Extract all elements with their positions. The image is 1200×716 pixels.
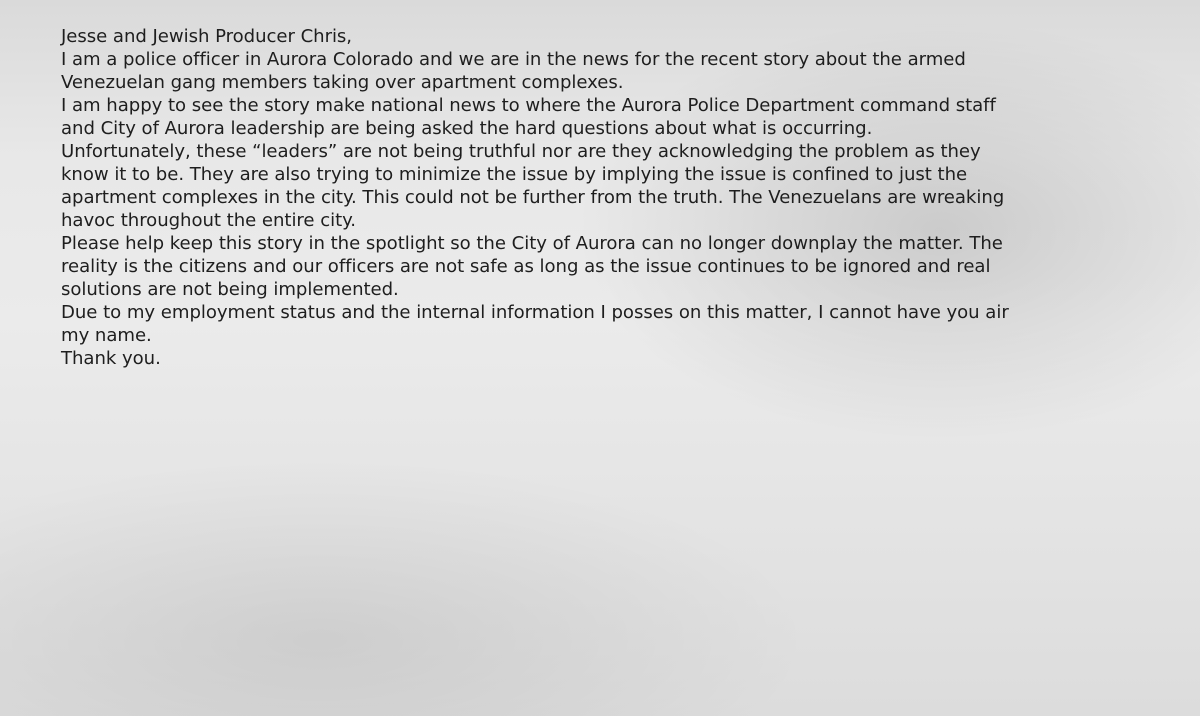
paragraph-line: know it to be. They are also trying to minimize the issue by implying the issue is confined to just the (61, 164, 968, 185)
paragraph-line: Due to my employment status and the internal information I posses on this matter, I cannot have you air (61, 302, 1009, 323)
letter-salutation: Jesse and Jewish Producer Chris, (61, 26, 353, 47)
paragraph-line: havoc throughout the entire city. (61, 210, 356, 231)
paragraph-line: apartment complexes in the city. This could not be further from the truth. The Venezuelans are wreaking (61, 187, 1005, 208)
paragraph-line: Unfortunately, these “leaders” are not being truthful nor are they acknowledging the problem as they (61, 141, 981, 162)
paragraph-4 (61, 232, 1161, 301)
paragraph-line: my name. (61, 325, 152, 346)
paragraph-line: and City of Aurora leadership are being asked the hard questions about what is occurring. (61, 118, 873, 139)
paragraph-line: I am happy to see the story make national news to where the Aurora Police Department command staff (61, 95, 996, 116)
paragraph-line: I am a police officer in Aurora Colorado and we are in the news for the recent story about the armed (61, 49, 966, 70)
paragraph-line: solutions are not being implemented. (61, 279, 399, 300)
paragraph-line: Venezuelan gang members taking over apartment complexes. (61, 72, 624, 93)
letter-body (61, 25, 1161, 370)
paragraph-2 (61, 94, 1161, 140)
paragraph-line: Please help keep this story in the spotlight so the City of Aurora can no longer downplay the matter. The (61, 233, 1003, 254)
paragraph-5 (61, 301, 1161, 347)
paragraph-1 (61, 48, 1161, 94)
paragraph-3 (61, 140, 1161, 232)
letter-closing: Thank you. (61, 348, 161, 369)
paragraph-line: reality is the citizens and our officers are not safe as long as the issue continues to be ignored and real (61, 256, 991, 277)
